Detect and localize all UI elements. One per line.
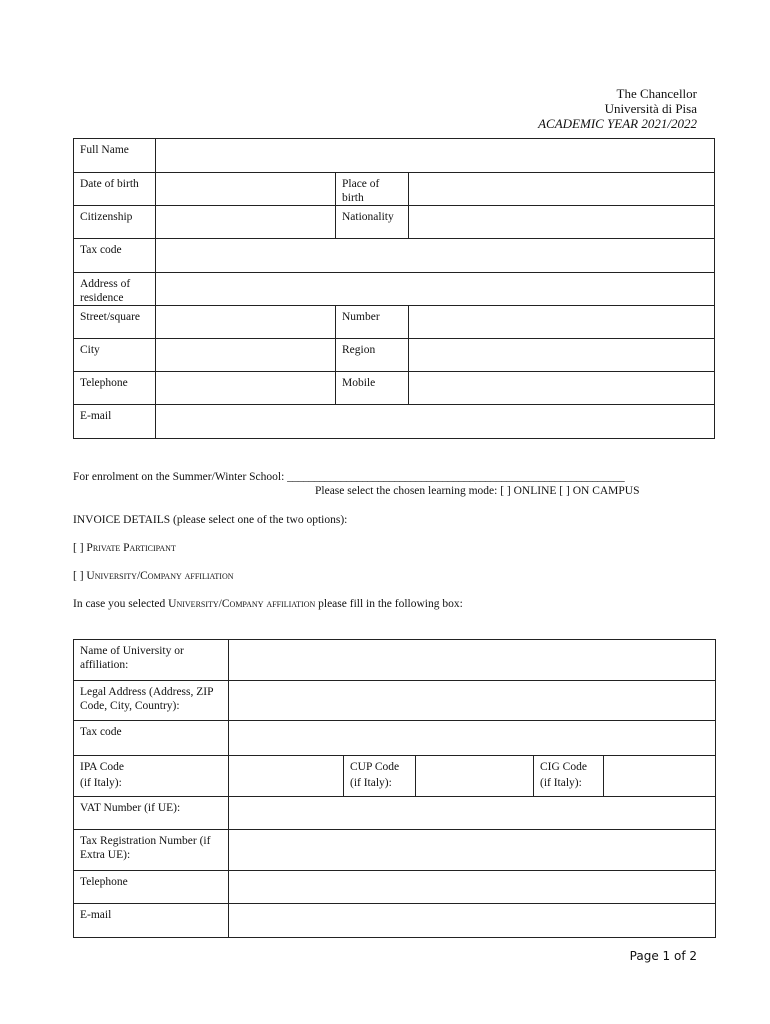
online-option[interactable]: ] ONLINE [ <box>506 485 564 497</box>
ipa-code-label <box>74 756 229 797</box>
affiliation-option[interactable] <box>73 569 234 583</box>
street-field[interactable] <box>156 306 336 339</box>
table-row <box>74 339 715 372</box>
city-field[interactable] <box>156 339 336 372</box>
nationality-field[interactable] <box>409 206 715 239</box>
vat-label: VAT Number (if UE): <box>74 797 229 830</box>
address-field[interactable] <box>156 273 715 306</box>
ipa-code-title: IPA Code <box>80 761 124 773</box>
ipa-code-field[interactable] <box>229 756 344 797</box>
telephone-field[interactable] <box>156 372 336 405</box>
table-row <box>74 206 715 239</box>
vat-field[interactable] <box>229 797 716 830</box>
enrolment-line <box>73 470 624 484</box>
table-row <box>74 273 715 306</box>
nationality-label: Nationality <box>336 206 409 239</box>
table-row <box>74 239 715 273</box>
private-participant-label: Private Participant <box>86 542 176 554</box>
telephone-label: Telephone <box>74 372 156 405</box>
affiliation-instruction <box>73 597 463 611</box>
recipient-title: The Chancellor <box>616 86 697 101</box>
number-field[interactable] <box>409 306 715 339</box>
full-name-label: Full Name <box>74 139 156 173</box>
university-name: Università di Pisa <box>604 101 697 116</box>
email-field[interactable] <box>156 405 715 439</box>
checkbox[interactable]: [ ] <box>73 570 84 582</box>
affiliation-label: University/Company affiliation <box>86 570 234 582</box>
email-field[interactable] <box>229 904 716 938</box>
table-row <box>74 871 716 904</box>
table-row <box>74 640 716 681</box>
legal-address-label: Legal Address (Address, ZIP Code, City, Country): <box>74 681 229 721</box>
region-field[interactable] <box>409 339 715 372</box>
cup-code-label <box>344 756 416 797</box>
email-label: E-mail <box>74 904 229 938</box>
region-label: Region <box>336 339 409 372</box>
place-of-birth-field[interactable] <box>409 173 715 206</box>
mobile-field[interactable] <box>409 372 715 405</box>
full-name-field[interactable] <box>156 139 715 173</box>
date-of-birth-field[interactable] <box>156 173 336 206</box>
cig-code-title: CIG Code <box>540 761 587 773</box>
telephone-field[interactable] <box>229 871 716 904</box>
learning-mode-prompt: Please select the chosen learning mode: [ <box>315 485 505 497</box>
private-participant-option[interactable] <box>73 541 176 555</box>
table-row <box>74 372 715 405</box>
university-name-label: Name of University or affiliation: <box>74 640 229 681</box>
cup-code-note: (if Italy): <box>350 777 392 789</box>
instruction-option: University/Company affiliation <box>168 598 316 610</box>
tax-code-field[interactable] <box>156 239 715 273</box>
tax-code-field[interactable] <box>229 721 716 756</box>
cig-code-field[interactable] <box>604 756 716 797</box>
telephone-label: Telephone <box>74 871 229 904</box>
university-name-field[interactable] <box>229 640 716 681</box>
affiliation-details-table <box>73 639 716 938</box>
table-row <box>74 904 716 938</box>
page-number: Page 1 of 2 <box>629 949 697 963</box>
table-row <box>74 830 716 871</box>
letter-header <box>538 86 697 131</box>
school-name-blank[interactable]: _______________________________________________________________ <box>287 471 625 483</box>
place-of-birth-label: Place of birth <box>336 173 409 206</box>
city-label: City <box>74 339 156 372</box>
enrolment-label: For enrolment on the Summer/Winter School: <box>73 471 285 483</box>
table-row <box>74 405 715 439</box>
tax-registration-label: Tax Registration Number (if Extra UE): <box>74 830 229 871</box>
citizenship-label: Citizenship <box>74 206 156 239</box>
table-row <box>74 681 716 721</box>
academic-year: ACADEMIC YEAR 2021/2022 <box>538 116 697 131</box>
cup-code-field[interactable] <box>416 756 534 797</box>
date-of-birth-label: Date of birth <box>74 173 156 206</box>
table-row <box>74 306 715 339</box>
table-row <box>74 756 716 797</box>
invoice-title: INVOICE DETAILS (please select one of the two options): <box>73 514 348 526</box>
citizenship-field[interactable] <box>156 206 336 239</box>
instruction-prefix: In case you selected <box>73 598 166 610</box>
number-label: Number <box>336 306 409 339</box>
street-label: Street/square <box>74 306 156 339</box>
tax-registration-field[interactable] <box>229 830 716 871</box>
table-row <box>74 797 716 830</box>
mobile-label: Mobile <box>336 372 409 405</box>
personal-details-table <box>73 138 715 439</box>
ipa-code-note: (if Italy): <box>80 777 122 789</box>
cig-code-label <box>534 756 604 797</box>
instruction-suffix: please fill in the following box: <box>318 598 463 610</box>
tax-code-label: Tax code <box>74 239 156 273</box>
tax-code-label: Tax code <box>74 721 229 756</box>
table-row <box>74 139 715 173</box>
table-row <box>74 173 715 206</box>
cig-code-note: (if Italy): <box>540 777 582 789</box>
address-label: Address of residence <box>74 273 156 306</box>
email-label: E-mail <box>74 405 156 439</box>
on-campus-option[interactable]: ] ON CAMPUS <box>566 485 640 497</box>
table-row <box>74 721 716 756</box>
cup-code-title: CUP Code <box>350 761 400 773</box>
checkbox[interactable]: [ ] <box>73 542 84 554</box>
legal-address-field[interactable] <box>229 681 716 721</box>
learning-mode-line <box>315 484 640 498</box>
